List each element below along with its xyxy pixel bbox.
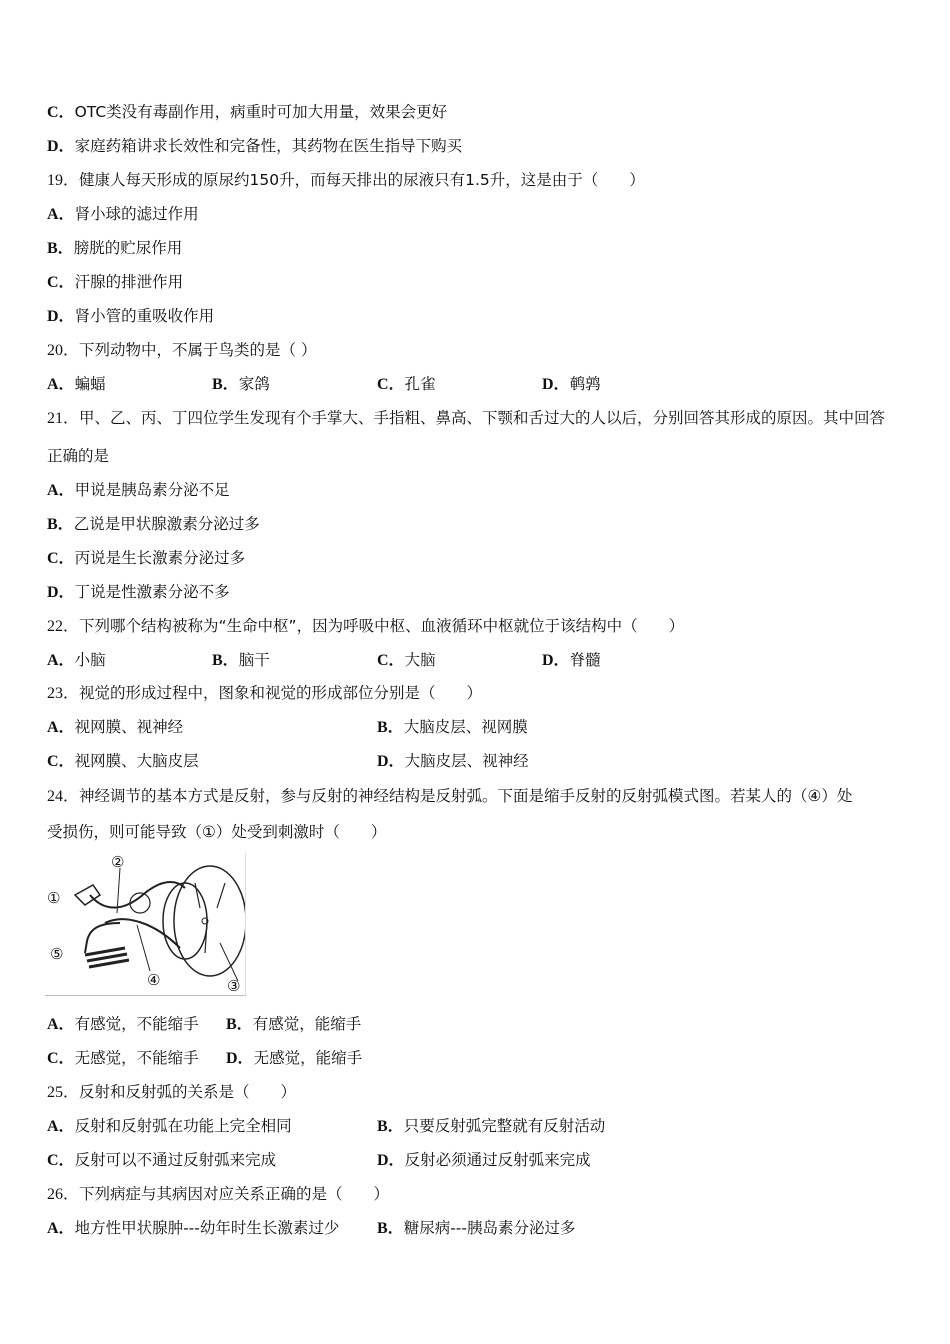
answer-option bbox=[542, 650, 601, 671]
question-number: 22． bbox=[47, 618, 80, 635]
answer-option bbox=[47, 1116, 292, 1137]
answer-option bbox=[47, 204, 199, 225]
marker-1: ① bbox=[47, 889, 61, 907]
answer-option bbox=[47, 272, 183, 293]
answer-option bbox=[212, 650, 270, 671]
question-number: 25． bbox=[47, 1084, 80, 1101]
option-label: B． bbox=[47, 516, 74, 533]
answer-option bbox=[542, 374, 601, 395]
question-text: 正确的是 bbox=[47, 447, 110, 465]
option-label: B． bbox=[212, 376, 239, 393]
option-text: 大脑皮层、视网膜 bbox=[403, 718, 528, 736]
question-text: 受损伤，则可能导致（①）处受到刺激时（ ） bbox=[47, 823, 387, 841]
option-text: 肾小管的重吸收作用 bbox=[74, 307, 215, 325]
option-label: B． bbox=[47, 240, 74, 257]
option-text: 有感觉，能缩手 bbox=[252, 1015, 362, 1033]
option-text: 反射必须通过反射弧来完成 bbox=[404, 1151, 591, 1169]
question-number: 19． bbox=[47, 172, 80, 189]
option-text: 甲说是胰岛素分泌不足 bbox=[74, 481, 230, 499]
option-label: C． bbox=[377, 652, 405, 669]
marker-2: ② bbox=[111, 853, 125, 871]
question-stem bbox=[47, 616, 684, 637]
option-text: 丁说是性激素分泌不多 bbox=[74, 583, 230, 601]
option-label: A． bbox=[47, 652, 75, 669]
answer-option bbox=[377, 650, 436, 671]
question-stem bbox=[47, 408, 885, 429]
question-stem bbox=[47, 683, 482, 704]
answer-option bbox=[226, 1048, 362, 1069]
option-text: 反射可以不通过反射弧来完成 bbox=[74, 1151, 277, 1169]
question-text: 下列哪个结构被称为“生命中枢”，因为呼吸中枢、血液循环中枢就位于该结构中（ ） bbox=[79, 617, 685, 635]
question-number: 26． bbox=[47, 1186, 80, 1203]
option-text: 家鸽 bbox=[238, 375, 270, 393]
answer-option bbox=[47, 751, 199, 772]
answer-option bbox=[47, 374, 106, 395]
question-text: 下列病症与其病因对应关系正确的是（ ） bbox=[79, 1185, 390, 1203]
question-stem bbox=[47, 786, 852, 807]
option-text: 有感觉，不能缩手 bbox=[74, 1015, 199, 1033]
option-text: 脊髓 bbox=[569, 651, 601, 669]
option-label: A． bbox=[47, 482, 75, 499]
answer-option bbox=[47, 650, 106, 671]
option-label: D． bbox=[377, 1152, 405, 1169]
answer-option bbox=[47, 548, 245, 569]
option-label: C． bbox=[377, 376, 405, 393]
option-text: 鹌鹑 bbox=[569, 375, 601, 393]
option-text: 大脑 bbox=[404, 651, 436, 669]
answer-option bbox=[47, 306, 214, 327]
answer-option bbox=[377, 1218, 575, 1239]
option-label: C． bbox=[47, 104, 75, 121]
answer-option bbox=[377, 374, 436, 395]
option-text: 丙说是生长激素分泌过多 bbox=[74, 549, 246, 567]
question-text: 视觉的形成过程中，图象和视觉的形成部位分别是（ ） bbox=[79, 684, 483, 702]
option-text: 地方性甲状腺肿---幼年时生长激素过少 bbox=[74, 1219, 340, 1237]
option-label: B． bbox=[377, 1118, 404, 1135]
answer-option bbox=[47, 514, 260, 535]
question-text: 反射和反射弧的关系是（ ） bbox=[79, 1083, 297, 1101]
option-text: 小脑 bbox=[74, 651, 106, 669]
option-text: 家庭药箱讲求长效性和完备性，其药物在医生指导下购买 bbox=[74, 137, 463, 155]
question-stem bbox=[47, 170, 645, 191]
option-text: 只要反射弧完整就有反射活动 bbox=[403, 1117, 606, 1135]
option-label: B． bbox=[377, 719, 404, 736]
option-label: D． bbox=[47, 308, 75, 325]
option-text: 糖尿病---胰岛素分泌过多 bbox=[403, 1219, 576, 1237]
reflex-arc-diagram bbox=[45, 853, 246, 996]
answer-option bbox=[377, 717, 528, 738]
option-label: A． bbox=[47, 1118, 75, 1135]
option-text: 反射和反射弧在功能上完全相同 bbox=[74, 1117, 292, 1135]
option-text: 膀胱的贮尿作用 bbox=[73, 239, 183, 257]
option-label: A． bbox=[47, 719, 75, 736]
question-stem bbox=[47, 1184, 389, 1205]
answer-option bbox=[377, 1116, 605, 1137]
option-label: D． bbox=[542, 652, 570, 669]
option-text: 视网膜、视神经 bbox=[74, 718, 184, 736]
answer-option bbox=[47, 582, 230, 603]
option-text: 无感觉，能缩手 bbox=[253, 1049, 363, 1067]
option-text: 脑干 bbox=[238, 651, 270, 669]
option-text: 蝙蝠 bbox=[74, 375, 106, 393]
option-label: A． bbox=[47, 376, 75, 393]
question-stem bbox=[47, 340, 316, 361]
marker-4: ④ bbox=[147, 971, 161, 989]
option-text: 汗腺的排泄作用 bbox=[74, 273, 184, 291]
question-number: 24． bbox=[47, 788, 80, 805]
answer-option bbox=[47, 136, 462, 157]
option-label: C． bbox=[47, 753, 75, 770]
option-text: OTC类没有毒副作用，病重时可加大用量，效果会更好 bbox=[74, 103, 448, 121]
marker-3: ③ bbox=[227, 977, 241, 995]
option-label: D． bbox=[47, 138, 75, 155]
answer-option bbox=[226, 1014, 361, 1035]
question-text: 神经调节的基本方式是反射，参与反射的神经结构是反射弧。下面是缩手反射的反射弧模式图。若某人的（④）处 bbox=[79, 787, 853, 805]
option-label: B． bbox=[377, 1220, 404, 1237]
option-label: A． bbox=[47, 1220, 75, 1237]
answer-option bbox=[47, 1048, 199, 1069]
option-text: 孔雀 bbox=[404, 375, 436, 393]
option-label: B． bbox=[212, 652, 239, 669]
answer-option bbox=[47, 480, 230, 501]
question-stem bbox=[47, 822, 386, 842]
question-stem bbox=[47, 446, 109, 466]
answer-option bbox=[47, 238, 182, 259]
option-text: 乙说是甲状腺激素分泌过多 bbox=[73, 515, 260, 533]
option-text: 视网膜、大脑皮层 bbox=[74, 752, 199, 770]
question-number: 21． bbox=[47, 410, 80, 427]
answer-option bbox=[47, 1218, 339, 1239]
option-label: D． bbox=[542, 376, 570, 393]
answer-option bbox=[377, 751, 529, 772]
option-label: C． bbox=[47, 1152, 75, 1169]
answer-option bbox=[47, 1014, 199, 1035]
option-label: B． bbox=[226, 1016, 253, 1033]
option-label: D． bbox=[377, 753, 405, 770]
answer-option bbox=[377, 1150, 591, 1171]
answer-option bbox=[47, 102, 447, 123]
question-number: 23． bbox=[47, 685, 80, 702]
option-label: A． bbox=[47, 1016, 75, 1033]
answer-option bbox=[212, 374, 270, 395]
answer-option bbox=[47, 1150, 276, 1171]
question-number: 20． bbox=[47, 342, 80, 359]
option-label: D． bbox=[47, 584, 75, 601]
question-text: 甲、乙、丙、丁四位学生发现有个手掌大、手指粗、鼻高、下颚和舌过大的人以后，分别回答其形成的原因。其中回答 bbox=[79, 409, 886, 427]
question-text: 下列动物中，不属于鸟类的是（ ） bbox=[79, 341, 317, 359]
marker-5: ⑤ bbox=[50, 945, 64, 963]
answer-option bbox=[47, 717, 183, 738]
option-text: 无感觉，不能缩手 bbox=[74, 1049, 199, 1067]
option-label: C． bbox=[47, 274, 75, 291]
option-label: C． bbox=[47, 1050, 75, 1067]
question-stem bbox=[47, 1082, 296, 1103]
option-label: A． bbox=[47, 206, 75, 223]
option-label: C． bbox=[47, 550, 75, 567]
option-text: 肾小球的滤过作用 bbox=[74, 205, 199, 223]
option-text: 大脑皮层、视神经 bbox=[404, 752, 529, 770]
option-label: D． bbox=[226, 1050, 254, 1067]
question-text: 健康人每天形成的原尿约150升，而每天排出的尿液只有1.5升，这是由于（ ） bbox=[79, 171, 645, 189]
